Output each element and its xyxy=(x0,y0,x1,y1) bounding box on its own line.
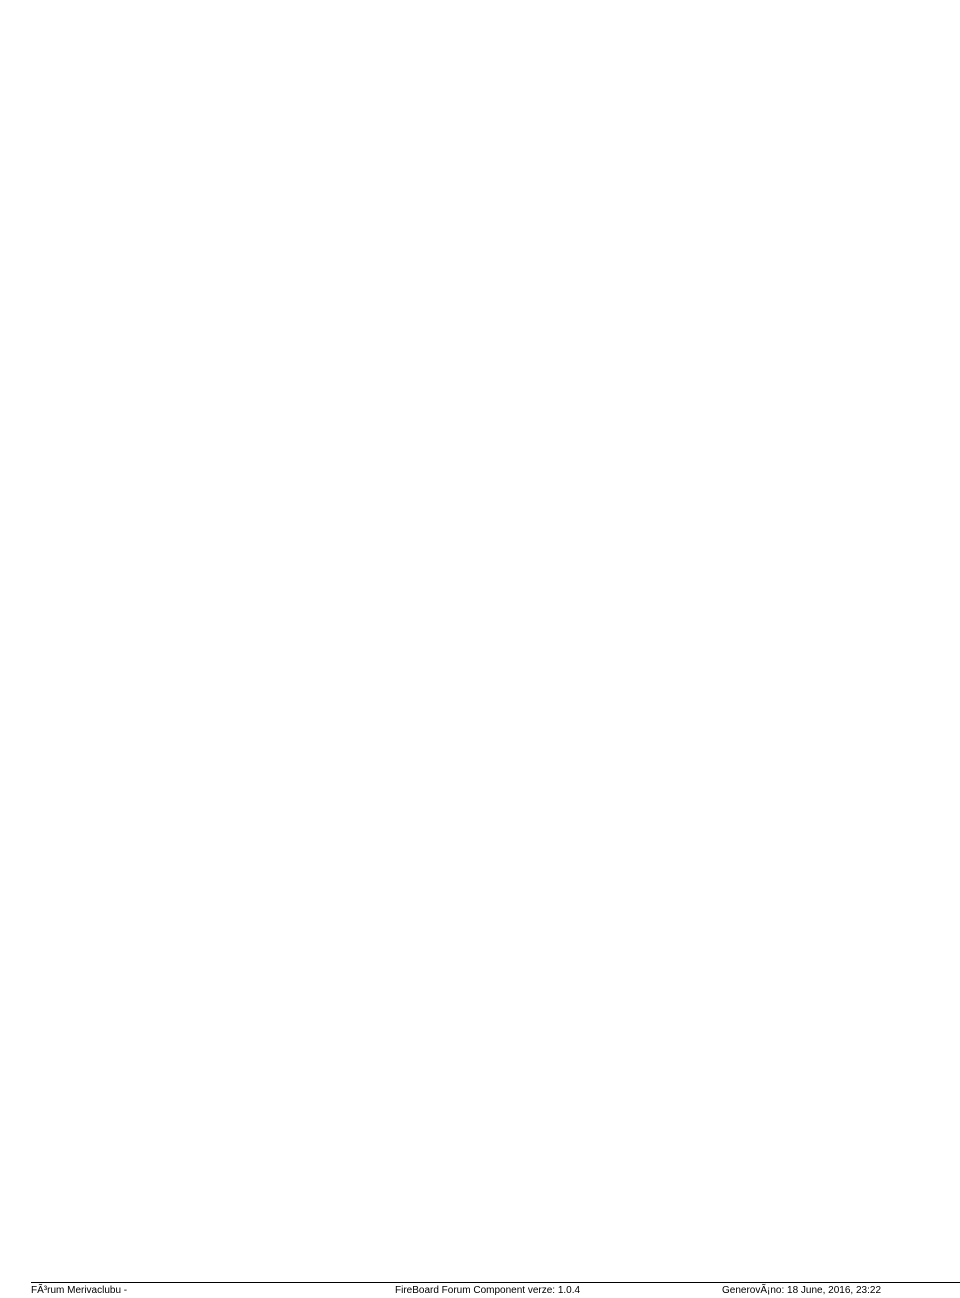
footer-generated-date: GenerovÃ¡no: 18 June, 2016, 23:22 xyxy=(722,1285,882,1296)
footer-component-version: FireBoard Forum Component verze: 1.0.4 xyxy=(395,1285,581,1296)
footer-forum-name: FÃ³rum Merivaclubu - xyxy=(31,1285,128,1296)
page-footer xyxy=(31,1282,960,1298)
